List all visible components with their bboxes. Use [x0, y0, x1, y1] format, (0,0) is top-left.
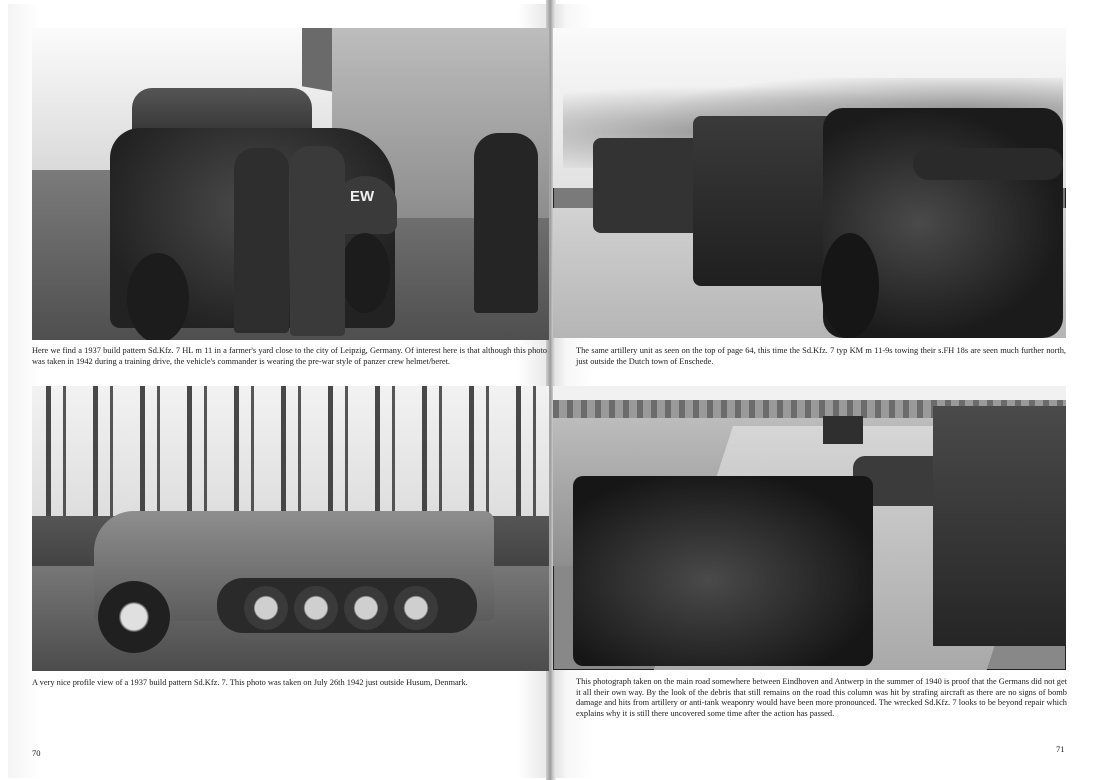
- front-wheel: [127, 253, 189, 340]
- soldier-figure: [234, 148, 289, 333]
- fender-marking: EW: [350, 188, 375, 205]
- road-wheel: [294, 586, 338, 630]
- photo-caption: Here we find a 1937 build pattern Sd.Kfz. 7 HL m 11 in a farmer's yard close to the city of Leipzig, Germany. Of interest here is that although this photo was taken in 1942 during a training drive, the vehicle's commander is wearing the pre-war style of panzer crew helmet/beret.: [32, 346, 547, 366]
- front-wheel-right: [340, 233, 390, 313]
- front-wheel: [98, 581, 170, 653]
- photo-caption: The same artillery unit as seen on the top of page 64, this time the Sd.Kfz. 7 typ KM m 11-9s towing their s.FH 18s are seen much further north, just outside the Dutch town of Enschede.: [576, 346, 1066, 366]
- howitzer-wheel: [821, 233, 879, 338]
- road-wheel: [244, 586, 288, 630]
- vehicle-column: [933, 406, 1066, 646]
- photo-wrecked-column: [553, 386, 1066, 670]
- distant-truck: [823, 416, 863, 444]
- page-number-left: 70: [32, 748, 41, 758]
- howitzer-barrel: [913, 148, 1063, 180]
- photo-caption: A very nice profile view of a 1937 build pattern Sd.Kfz. 7. This photo was taken on July 26th 1942 just outside Husum, Denmark.: [32, 678, 468, 687]
- photo-artillery-column: [553, 28, 1066, 338]
- road-wheel: [344, 586, 388, 630]
- photo-caption: This photograph taken on the main road somewhere between Eindhoven and Antwerp in the summer of 1940 is proof that the Germans did not get it all their own way. By the look of the debris that still remains on the road this column was hit by strafing aircraft as there are no signs of bomb damage and hits from artillery or anti-tank weaponry would have been more pronounced. The wrecked Sd.Kfz. 7 looks to be beyond repair which explains why it is still there uncovered some time after the action has passed.: [576, 677, 1067, 718]
- civilian-figure: [474, 133, 538, 313]
- road-wheel: [394, 586, 438, 630]
- wrecked-halftrack: [573, 476, 873, 666]
- page-number-right: 71: [1056, 744, 1065, 754]
- photo-halftrack-profile: [32, 386, 549, 671]
- photo-halftrack-farmyard: [32, 28, 549, 340]
- soldier-figure: [290, 146, 345, 336]
